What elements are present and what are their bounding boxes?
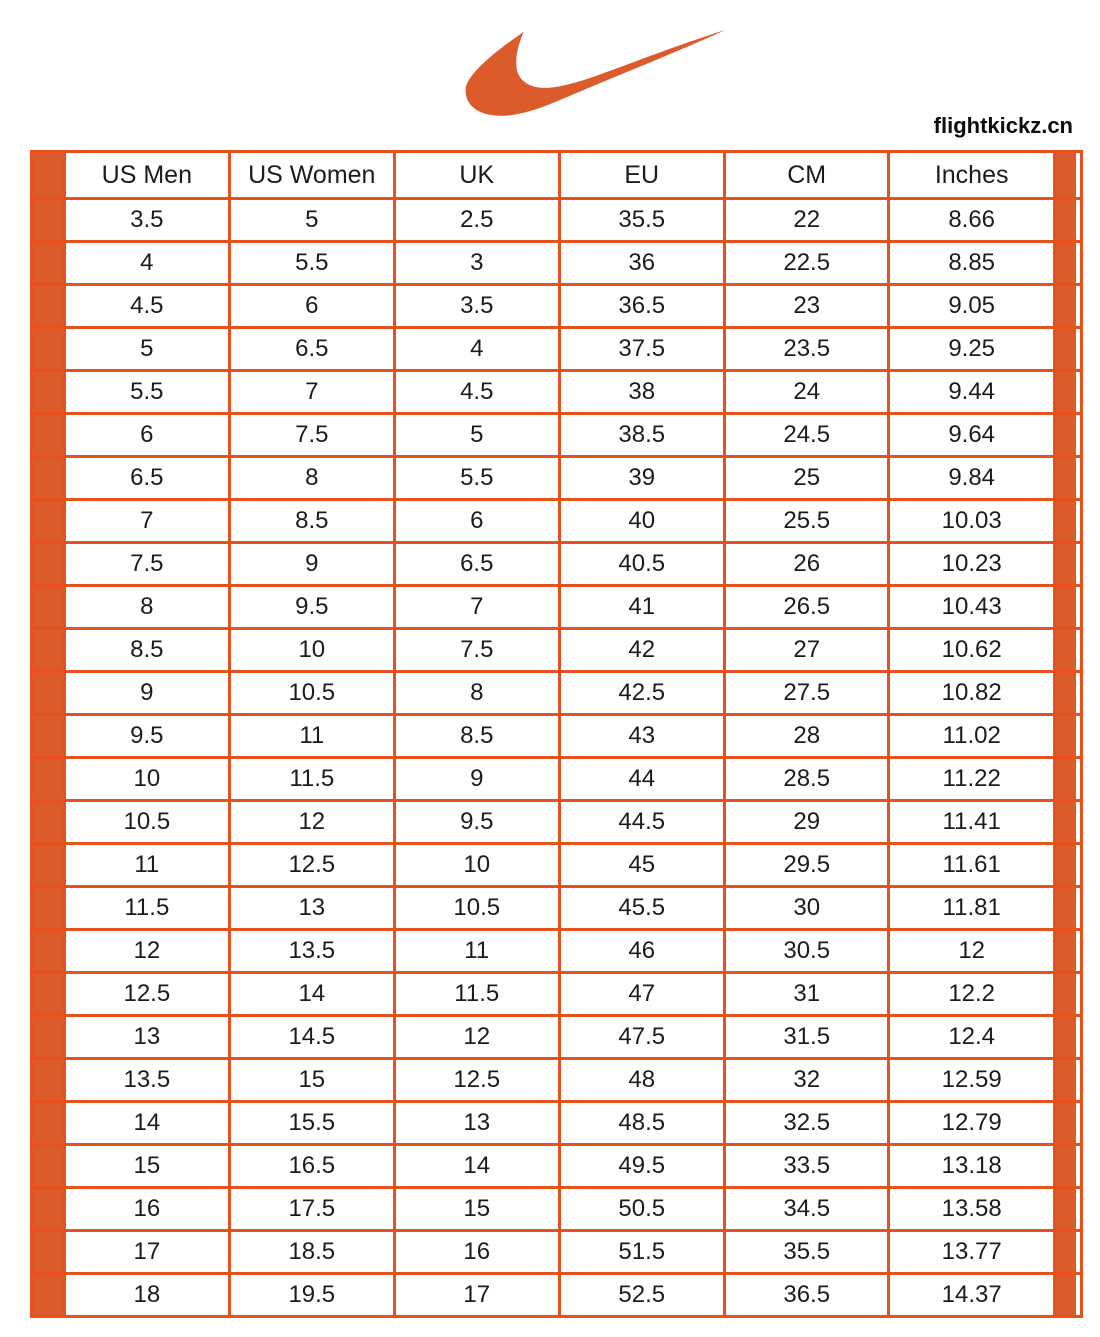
size-cell: 6.5 [395, 543, 559, 586]
size-cell: 11.81 [889, 887, 1054, 930]
size-cell: 16 [395, 1231, 559, 1274]
table-row [32, 1016, 1082, 1059]
size-cell: 28 [724, 715, 888, 758]
size-cell: 13 [229, 887, 394, 930]
header-row [32, 152, 1082, 199]
accent-bar-cell [1054, 672, 1081, 715]
accent-bar-cell [1054, 457, 1081, 500]
accent-bar-cell [1054, 285, 1081, 328]
accent-bar-cell [1054, 152, 1081, 199]
size-cell: 6.5 [229, 328, 394, 371]
accent-bar-cell [1054, 801, 1081, 844]
size-cell: 6.5 [65, 457, 229, 500]
size-cell: 9.64 [889, 414, 1054, 457]
table-row [32, 930, 1082, 973]
size-cell: 11 [229, 715, 394, 758]
size-cell: 14 [395, 1145, 559, 1188]
size-cell: 11.5 [395, 973, 559, 1016]
size-cell: 50.5 [559, 1188, 724, 1231]
size-cell: 7 [395, 586, 559, 629]
size-cell: 6 [229, 285, 394, 328]
size-cell: 32.5 [724, 1102, 888, 1145]
size-cell: 7 [65, 500, 229, 543]
size-cell: 8 [229, 457, 394, 500]
size-cell: 13.5 [229, 930, 394, 973]
column-header-cm: CM [724, 152, 888, 199]
size-cell: 9.5 [229, 586, 394, 629]
table-row [32, 586, 1082, 629]
size-cell: 48.5 [559, 1102, 724, 1145]
size-cell: 12.5 [395, 1059, 559, 1102]
accent-bar-cell [32, 1188, 65, 1231]
size-cell: 14 [65, 1102, 229, 1145]
size-cell: 10.5 [65, 801, 229, 844]
size-cell: 30 [724, 887, 888, 930]
size-cell: 45 [559, 844, 724, 887]
accent-bar-cell [1054, 199, 1081, 242]
accent-bar-cell [1054, 1231, 1081, 1274]
accent-bar-cell [1054, 1188, 1081, 1231]
accent-bar-cell [1054, 844, 1081, 887]
size-cell: 8.66 [889, 199, 1054, 242]
table-row [32, 1274, 1082, 1317]
size-cell: 11 [65, 844, 229, 887]
accent-bar-cell [1054, 758, 1081, 801]
size-cell: 11.5 [65, 887, 229, 930]
size-cell: 11 [395, 930, 559, 973]
size-cell: 6 [65, 414, 229, 457]
size-cell: 8.85 [889, 242, 1054, 285]
size-cell: 26.5 [724, 586, 888, 629]
table-row [32, 371, 1082, 414]
size-cell: 15 [65, 1145, 229, 1188]
size-cell: 8.5 [229, 500, 394, 543]
size-cell: 17.5 [229, 1188, 394, 1231]
accent-bar-cell [32, 242, 65, 285]
size-table-body [32, 199, 1082, 1317]
size-cell: 14 [229, 973, 394, 1016]
size-cell: 37.5 [559, 328, 724, 371]
size-cell: 4.5 [395, 371, 559, 414]
accent-bar-cell [32, 152, 65, 199]
size-cell: 52.5 [559, 1274, 724, 1317]
nike-swoosh-icon [453, 26, 731, 122]
size-cell: 3.5 [65, 199, 229, 242]
size-cell: 15 [229, 1059, 394, 1102]
size-cell: 36.5 [559, 285, 724, 328]
size-cell: 39 [559, 457, 724, 500]
size-cell: 10.5 [395, 887, 559, 930]
size-cell: 4 [65, 242, 229, 285]
size-cell: 10 [229, 629, 394, 672]
size-cell: 29.5 [724, 844, 888, 887]
size-cell: 45.5 [559, 887, 724, 930]
size-cell: 49.5 [559, 1145, 724, 1188]
size-cell: 40 [559, 500, 724, 543]
size-cell: 9 [65, 672, 229, 715]
size-cell: 13.5 [65, 1059, 229, 1102]
size-cell: 8.5 [65, 629, 229, 672]
size-cell: 17 [395, 1274, 559, 1317]
size-cell: 51.5 [559, 1231, 724, 1274]
size-cell: 9.5 [395, 801, 559, 844]
size-cell: 16.5 [229, 1145, 394, 1188]
size-cell: 27.5 [724, 672, 888, 715]
size-cell: 5 [229, 199, 394, 242]
table-row [32, 1145, 1082, 1188]
size-cell: 13.18 [889, 1145, 1054, 1188]
size-cell: 28.5 [724, 758, 888, 801]
accent-bar-cell [32, 930, 65, 973]
size-cell: 2.5 [395, 199, 559, 242]
size-cell: 35.5 [724, 1231, 888, 1274]
table-row [32, 887, 1082, 930]
size-cell: 32 [724, 1059, 888, 1102]
size-cell: 5 [65, 328, 229, 371]
size-cell: 11.61 [889, 844, 1054, 887]
size-cell: 30.5 [724, 930, 888, 973]
size-cell: 33.5 [724, 1145, 888, 1188]
accent-bar-cell [32, 801, 65, 844]
table-row [32, 973, 1082, 1016]
size-cell: 8.5 [395, 715, 559, 758]
size-cell: 43 [559, 715, 724, 758]
table-row [32, 414, 1082, 457]
table-row [32, 242, 1082, 285]
size-cell: 12 [889, 930, 1054, 973]
accent-bar-cell [1054, 414, 1081, 457]
accent-bar-cell [32, 1102, 65, 1145]
table-row [32, 543, 1082, 586]
accent-bar-cell [32, 1059, 65, 1102]
accent-bar-cell [32, 1145, 65, 1188]
size-cell: 22 [724, 199, 888, 242]
accent-bar-cell [32, 629, 65, 672]
size-cell: 5 [395, 414, 559, 457]
size-cell: 7.5 [395, 629, 559, 672]
size-cell: 34.5 [724, 1188, 888, 1231]
accent-bar-cell [1054, 500, 1081, 543]
size-cell: 44 [559, 758, 724, 801]
size-cell: 18 [65, 1274, 229, 1317]
size-cell: 9.44 [889, 371, 1054, 414]
size-cell: 42 [559, 629, 724, 672]
size-cell: 35.5 [559, 199, 724, 242]
accent-bar-cell [32, 1274, 65, 1317]
size-cell: 44.5 [559, 801, 724, 844]
size-cell: 13 [395, 1102, 559, 1145]
table-row [32, 457, 1082, 500]
size-cell: 47.5 [559, 1016, 724, 1059]
accent-bar-cell [1054, 586, 1081, 629]
size-cell: 47 [559, 973, 724, 1016]
accent-bar-cell [32, 199, 65, 242]
accent-bar-cell [32, 457, 65, 500]
size-cell: 10.23 [889, 543, 1054, 586]
table-row [32, 285, 1082, 328]
accent-bar-cell [32, 758, 65, 801]
accent-bar-cell [32, 328, 65, 371]
size-cell: 7.5 [229, 414, 394, 457]
size-cell: 12.79 [889, 1102, 1054, 1145]
size-cell: 46 [559, 930, 724, 973]
size-cell: 16 [65, 1188, 229, 1231]
table-row [32, 500, 1082, 543]
accent-bar-cell [32, 414, 65, 457]
size-cell: 18.5 [229, 1231, 394, 1274]
size-cell: 8 [395, 672, 559, 715]
table-row [32, 1102, 1082, 1145]
accent-bar-cell [1054, 930, 1081, 973]
accent-bar-cell [1054, 543, 1081, 586]
size-cell: 10 [65, 758, 229, 801]
size-cell: 17 [65, 1231, 229, 1274]
size-cell: 31 [724, 973, 888, 1016]
size-cell: 27 [724, 629, 888, 672]
size-cell: 9 [229, 543, 394, 586]
size-cell: 11.22 [889, 758, 1054, 801]
size-cell: 38 [559, 371, 724, 414]
site-domain-label: flightkickz.cn [933, 113, 1073, 138]
size-cell: 36 [559, 242, 724, 285]
size-cell: 3.5 [395, 285, 559, 328]
column-header-us-men: US Men [65, 152, 229, 199]
size-cell: 9 [395, 758, 559, 801]
size-cell: 25 [724, 457, 888, 500]
size-cell: 3 [395, 242, 559, 285]
size-cell: 11.5 [229, 758, 394, 801]
size-cell: 15 [395, 1188, 559, 1231]
size-cell: 7 [229, 371, 394, 414]
size-cell: 40.5 [559, 543, 724, 586]
size-cell: 38.5 [559, 414, 724, 457]
size-cell: 11.02 [889, 715, 1054, 758]
size-cell: 48 [559, 1059, 724, 1102]
column-header-inches: Inches [889, 152, 1054, 199]
table-row [32, 844, 1082, 887]
accent-bar-cell [32, 543, 65, 586]
size-cell: 10 [395, 844, 559, 887]
size-cell: 10.43 [889, 586, 1054, 629]
size-cell: 31.5 [724, 1016, 888, 1059]
size-cell: 7.5 [65, 543, 229, 586]
size-cell: 26 [724, 543, 888, 586]
table-row [32, 1059, 1082, 1102]
size-chart-table [30, 150, 1083, 1318]
size-cell: 9.05 [889, 285, 1054, 328]
accent-bar-cell [32, 1231, 65, 1274]
size-cell: 13.58 [889, 1188, 1054, 1231]
table-row [32, 1231, 1082, 1274]
column-header-eu: EU [559, 152, 724, 199]
size-cell: 4 [395, 328, 559, 371]
size-cell: 10.82 [889, 672, 1054, 715]
accent-bar-cell [1054, 1145, 1081, 1188]
accent-bar-cell [32, 844, 65, 887]
accent-bar-cell [1054, 887, 1081, 930]
size-cell: 13.77 [889, 1231, 1054, 1274]
accent-bar-cell [32, 500, 65, 543]
size-cell: 14.5 [229, 1016, 394, 1059]
size-cell: 13 [65, 1016, 229, 1059]
size-cell: 5.5 [395, 457, 559, 500]
size-cell: 8 [65, 586, 229, 629]
accent-bar-cell [1054, 242, 1081, 285]
size-cell: 9.84 [889, 457, 1054, 500]
accent-bar-cell [1054, 1016, 1081, 1059]
size-cell: 41 [559, 586, 724, 629]
size-cell: 12.5 [65, 973, 229, 1016]
size-cell: 12 [229, 801, 394, 844]
accent-bar-cell [1054, 973, 1081, 1016]
size-cell: 22.5 [724, 242, 888, 285]
accent-bar-cell [32, 672, 65, 715]
accent-bar-cell [1054, 1102, 1081, 1145]
accent-bar-cell [1054, 371, 1081, 414]
table-row [32, 328, 1082, 371]
accent-bar-cell [1054, 629, 1081, 672]
size-cell: 25.5 [724, 500, 888, 543]
accent-bar-cell [32, 973, 65, 1016]
size-cell: 29 [724, 801, 888, 844]
table-row [32, 1188, 1082, 1231]
accent-bar-cell [32, 887, 65, 930]
accent-bar-cell [32, 371, 65, 414]
size-cell: 12.59 [889, 1059, 1054, 1102]
size-cell: 12.4 [889, 1016, 1054, 1059]
size-cell: 9.5 [65, 715, 229, 758]
table-row [32, 199, 1082, 242]
size-cell: 19.5 [229, 1274, 394, 1317]
size-cell: 12 [65, 930, 229, 973]
table-row [32, 629, 1082, 672]
size-cell: 24 [724, 371, 888, 414]
size-cell: 12.5 [229, 844, 394, 887]
size-cell: 10.62 [889, 629, 1054, 672]
accent-bar-cell [32, 586, 65, 629]
size-cell: 9.25 [889, 328, 1054, 371]
size-cell: 12.2 [889, 973, 1054, 1016]
size-cell: 6 [395, 500, 559, 543]
size-cell: 4.5 [65, 285, 229, 328]
size-cell: 5.5 [65, 371, 229, 414]
size-cell: 5.5 [229, 242, 394, 285]
size-cell: 10.03 [889, 500, 1054, 543]
column-header-us-women: US Women [229, 152, 394, 199]
size-cell: 11.41 [889, 801, 1054, 844]
size-cell: 23 [724, 285, 888, 328]
accent-bar-cell [32, 285, 65, 328]
size-cell: 10.5 [229, 672, 394, 715]
column-header-uk: UK [395, 152, 559, 199]
size-cell: 24.5 [724, 414, 888, 457]
accent-bar-cell [32, 1016, 65, 1059]
size-cell: 12 [395, 1016, 559, 1059]
size-cell: 42.5 [559, 672, 724, 715]
accent-bar-cell [1054, 328, 1081, 371]
accent-bar-cell [32, 715, 65, 758]
nike-logo [453, 26, 731, 122]
accent-bar-cell [1054, 1059, 1081, 1102]
size-cell: 36.5 [724, 1274, 888, 1317]
table-row [32, 758, 1082, 801]
table-row [32, 715, 1082, 758]
size-cell: 15.5 [229, 1102, 394, 1145]
size-cell: 23.5 [724, 328, 888, 371]
accent-bar-cell [1054, 1274, 1081, 1317]
size-cell: 14.37 [889, 1274, 1054, 1317]
accent-bar-cell [1054, 715, 1081, 758]
table-row [32, 672, 1082, 715]
table-row [32, 801, 1082, 844]
